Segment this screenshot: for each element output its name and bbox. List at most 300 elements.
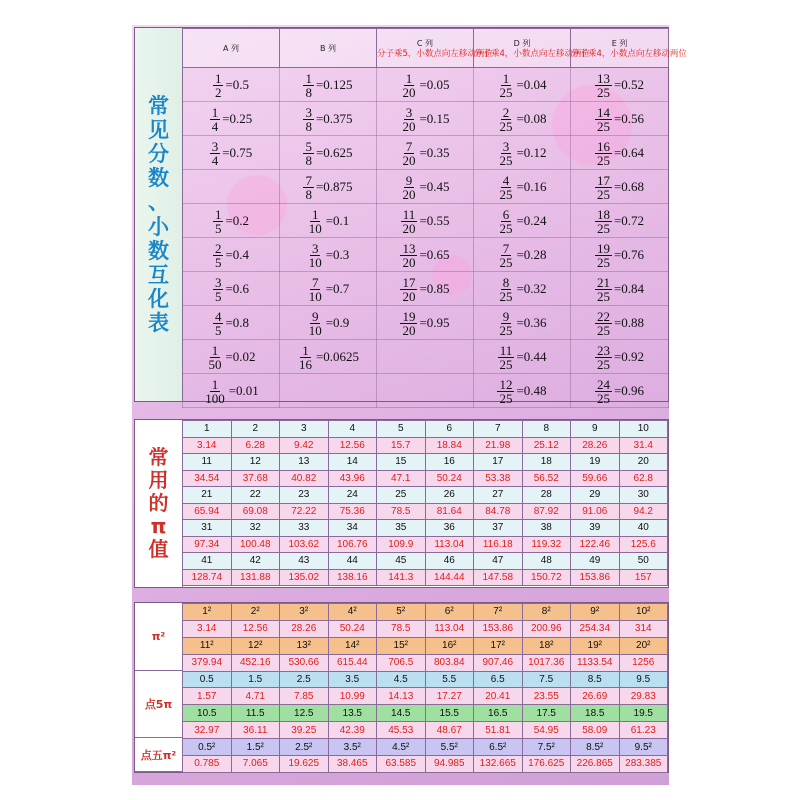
- fraction: [497, 208, 514, 235]
- numerator: 1: [502, 70, 510, 86]
- denominator: 25: [596, 288, 610, 304]
- fraction-equation: [595, 106, 644, 133]
- fraction: [595, 310, 612, 337]
- result-cell: 226.865: [571, 756, 620, 773]
- fraction-equation: [595, 310, 644, 337]
- numerator: 18: [596, 206, 610, 222]
- equals-sign: =: [222, 111, 230, 126]
- equals-sign: =: [613, 383, 622, 398]
- multiplier-cell: 45: [377, 553, 426, 570]
- equals-sign: =: [613, 77, 622, 92]
- denominator: 25: [596, 186, 610, 202]
- result-row: [183, 722, 668, 739]
- fraction-decimal-section: [134, 27, 687, 406]
- fraction: [303, 106, 314, 133]
- fraction: [497, 106, 514, 133]
- fraction: [213, 276, 224, 303]
- fraction-cell: [183, 374, 280, 408]
- product-cell: 91.06: [571, 503, 620, 520]
- denominator: 20: [402, 186, 416, 202]
- fraction-cell: [280, 340, 377, 374]
- fraction-equation: [213, 310, 249, 337]
- numerator: 7: [502, 240, 510, 256]
- equals-sign: =: [225, 315, 233, 330]
- result-cell: 1256: [619, 654, 668, 671]
- result-row: [183, 756, 668, 773]
- fraction-cell: [571, 204, 669, 238]
- base-cell: 3²: [280, 604, 329, 621]
- fraction-equation: [203, 378, 259, 405]
- title-char: 数: [148, 238, 169, 263]
- fraction-cell: [474, 204, 571, 238]
- fraction-equation: [497, 378, 546, 405]
- fraction-cell: [571, 68, 669, 102]
- base-cell: 6.5²: [474, 739, 523, 756]
- equals-sign: =: [516, 77, 524, 92]
- denominator: 20: [402, 254, 416, 270]
- product-cell: 25.12: [522, 437, 571, 454]
- product-cell: 28.26: [571, 437, 620, 454]
- fraction-cell: [280, 238, 377, 272]
- base-cell: 2.5²: [280, 739, 329, 756]
- fraction-cell: [377, 306, 474, 340]
- multiplier-row: [183, 487, 668, 504]
- fraction: [595, 276, 612, 303]
- multiplier-cell: 26: [425, 487, 474, 504]
- base-cell: 10.5: [183, 705, 232, 722]
- product-cell: 50.24: [425, 470, 474, 487]
- fraction-cell: [183, 136, 280, 170]
- equals-sign: =: [613, 315, 622, 330]
- result-cell: 51.81: [474, 722, 523, 739]
- numerator: 19: [402, 308, 416, 324]
- equals-sign: =: [419, 213, 427, 228]
- title-char: 化: [148, 286, 169, 311]
- fraction-cell: [571, 102, 669, 136]
- equals-sign: =: [225, 247, 233, 262]
- multiplier-cell: 36: [425, 520, 474, 537]
- result-cell: 706.5: [377, 654, 426, 671]
- product-cell: 18.84: [425, 437, 474, 454]
- decimal-value: 0.01: [236, 383, 259, 398]
- base-cell: 9²: [571, 604, 620, 621]
- fraction-equation: [297, 344, 359, 371]
- title-char: 分: [148, 142, 169, 167]
- base-cell: 5²: [377, 604, 426, 621]
- fraction: [400, 174, 417, 201]
- decimal-value: 0.84: [621, 281, 645, 296]
- equals-sign: =: [516, 179, 524, 194]
- fraction-equation: [303, 72, 352, 99]
- base-cell: 19²: [571, 637, 620, 654]
- fraction-equation: [595, 72, 644, 99]
- fraction: [210, 106, 221, 133]
- multiplier-cell: 24: [328, 487, 377, 504]
- fraction: [213, 72, 224, 99]
- product-cell: 103.62: [280, 536, 329, 553]
- product-cell: 62.8: [619, 470, 668, 487]
- fraction-equation: [400, 242, 449, 269]
- pi-values-section: [134, 419, 669, 588]
- fraction-cell: [571, 272, 669, 306]
- fraction: [595, 344, 612, 371]
- numerator: 14: [596, 104, 610, 120]
- multiplier-cell: 40: [619, 520, 668, 537]
- product-cell: 65.94: [183, 503, 232, 520]
- equals-sign: =: [419, 179, 427, 194]
- denominator: 5: [214, 254, 222, 270]
- decimal-value: 0.55: [426, 213, 450, 228]
- fraction-equation: [497, 72, 546, 99]
- product-cell: 109.9: [377, 536, 426, 553]
- fraction-equation: [213, 276, 249, 303]
- result-cell: 48.67: [425, 722, 474, 739]
- fraction-cell: [474, 170, 571, 204]
- fraction: [497, 310, 514, 337]
- result-cell: 17.27: [425, 688, 474, 705]
- numerator: 7: [311, 274, 319, 290]
- result-row: [183, 654, 668, 671]
- multiplier-cell: 1: [183, 421, 232, 438]
- base-cell: 3.5²: [328, 739, 377, 756]
- equals-sign: =: [325, 213, 334, 228]
- decimal-value: 0.0625: [323, 349, 360, 364]
- equals-sign: =: [419, 281, 427, 296]
- result-cell: 254.34: [571, 620, 620, 637]
- multiplier-cell: 7: [474, 421, 523, 438]
- product-cell: 97.34: [183, 536, 232, 553]
- fraction-equation: [497, 208, 546, 235]
- denominator: 25: [499, 118, 513, 134]
- decimal-value: 0.9: [333, 315, 350, 330]
- base-row: [183, 637, 668, 654]
- equals-sign: =: [613, 111, 622, 126]
- decimal-value: 0.2: [232, 213, 250, 228]
- decimal-value: 0.6: [232, 281, 250, 296]
- numerator: 6: [502, 206, 510, 222]
- product-cell: 75.36: [328, 503, 377, 520]
- result-row: [183, 620, 668, 637]
- fraction-equation: [595, 208, 644, 235]
- result-cell: 7.85: [280, 688, 329, 705]
- result-cell: 32.97: [183, 722, 232, 739]
- base-cell: 5.5²: [425, 739, 474, 756]
- decimal-value: 0.15: [426, 111, 450, 126]
- base-cell: 18²: [522, 637, 571, 654]
- fraction: [307, 208, 324, 235]
- denominator: 25: [499, 288, 513, 304]
- multiplier-cell: 23: [280, 487, 329, 504]
- decimal-value: 0.16: [523, 179, 547, 194]
- result-cell: 4.71: [231, 688, 280, 705]
- base-cell: 12²: [231, 637, 280, 654]
- multiplier-cell: 16: [425, 454, 474, 471]
- product-cell: 59.66: [571, 470, 620, 487]
- equals-sign: =: [516, 281, 524, 296]
- equals-sign: =: [419, 77, 427, 92]
- column-note: 分子乘5，小数点向左移动两位: [377, 48, 493, 59]
- product-cell: 72.22: [280, 503, 329, 520]
- fraction-cell: [280, 102, 377, 136]
- fraction-equation: [206, 344, 255, 371]
- base-cell: 10²: [619, 604, 668, 621]
- fraction-cell: [377, 170, 474, 204]
- fraction: [307, 310, 324, 337]
- numerator: 13: [402, 240, 416, 256]
- fraction: [400, 140, 417, 167]
- fraction-equation: [497, 344, 546, 371]
- pi-squares-table: [182, 603, 668, 773]
- fraction-equation: [210, 140, 253, 167]
- multiplier-cell: 21: [183, 487, 232, 504]
- numerator: 22: [596, 308, 610, 324]
- equals-sign: =: [225, 213, 233, 228]
- equals-sign: =: [516, 213, 524, 228]
- product-cell: 15.7: [377, 437, 426, 454]
- column-name: B 列: [319, 43, 337, 53]
- result-cell: 10.99: [328, 688, 377, 705]
- product-cell: 69.08: [231, 503, 280, 520]
- fraction-cell: [474, 136, 571, 170]
- multiplier-cell: 25: [377, 487, 426, 504]
- result-cell: 1133.54: [571, 654, 620, 671]
- numerator: 9: [405, 172, 413, 188]
- column-note: 分子乘4，小数点向左移动两位: [571, 48, 687, 59]
- decimal-value: 0.52: [621, 77, 645, 92]
- numerator: 1: [214, 70, 222, 86]
- base-cell: 1²: [183, 604, 232, 621]
- numerator: 3: [502, 138, 510, 154]
- numerator: 17: [402, 274, 416, 290]
- denominator: 100: [205, 390, 225, 406]
- denominator: 20: [402, 322, 416, 338]
- denominator: 25: [596, 220, 610, 236]
- numerator: 1: [305, 70, 312, 86]
- multiplier-cell: 32: [231, 520, 280, 537]
- denominator: 10: [308, 220, 322, 236]
- denominator: 25: [596, 254, 610, 270]
- base-cell: 7.5: [522, 671, 571, 688]
- result-cell: 29.83: [619, 688, 668, 705]
- equals-sign: =: [516, 349, 524, 364]
- decimal-value: 0.08: [523, 111, 547, 126]
- multiplier-row: [183, 553, 668, 570]
- decimal-value: 0.875: [323, 179, 353, 194]
- title-char: 见: [148, 117, 169, 142]
- base-row: [183, 705, 668, 722]
- base-cell: 18.5: [571, 705, 620, 722]
- fraction-equation: [595, 242, 644, 269]
- product-cell: 131.88: [231, 569, 280, 586]
- numerator: 3: [305, 104, 312, 120]
- base-cell: 6²: [425, 604, 474, 621]
- fraction-equation: [595, 140, 644, 167]
- base-cell: 7.5²: [522, 739, 571, 756]
- product-cell: 119.32: [522, 536, 571, 553]
- fraction: [307, 276, 324, 303]
- fraction: [595, 208, 612, 235]
- fraction: [595, 72, 612, 99]
- fraction-equation: [303, 106, 352, 133]
- decimal-value: 0.48: [523, 383, 547, 398]
- denominator: 20: [402, 220, 416, 236]
- numerator: 9: [311, 308, 319, 324]
- multiplier-cell: 27: [474, 487, 523, 504]
- denominator: 25: [499, 84, 513, 100]
- numerator: 3: [214, 274, 222, 290]
- denominator: 5: [214, 322, 222, 338]
- fraction: [595, 140, 612, 167]
- table-row: [183, 272, 669, 306]
- product-cell: 153.86: [571, 569, 620, 586]
- numerator: 9: [502, 308, 510, 324]
- product-cell: 141.3: [377, 569, 426, 586]
- multiplier-cell: 28: [522, 487, 571, 504]
- column-header: [571, 29, 687, 68]
- denominator: 2: [214, 84, 222, 100]
- denominator: 25: [499, 186, 513, 202]
- product-cell: 47.1: [377, 470, 426, 487]
- numerator: 1: [211, 376, 219, 392]
- result-cell: 38.465: [328, 756, 377, 773]
- numerator: 1: [311, 206, 319, 222]
- fraction-equation: [213, 72, 249, 99]
- title-char: 互: [148, 262, 169, 287]
- base-cell: 9.5: [619, 671, 668, 688]
- product-cell: 21.98: [474, 437, 523, 454]
- fraction-equation: [213, 208, 249, 235]
- column-name: A 列: [222, 43, 239, 53]
- base-cell: 1.5²: [231, 739, 280, 756]
- fraction-decimal-table: [182, 28, 687, 408]
- product-cell: 43.96: [328, 470, 377, 487]
- base-cell: 16²: [425, 637, 474, 654]
- fraction-equation: [210, 106, 253, 133]
- denominator: 10: [308, 288, 322, 304]
- decimal-value: 0.125: [323, 77, 353, 92]
- fraction-equation: [497, 140, 546, 167]
- fraction-equation: [595, 276, 644, 303]
- equals-sign: =: [613, 145, 622, 160]
- numerator: 12: [499, 376, 513, 392]
- fraction: [595, 174, 612, 201]
- fraction-cell: [183, 238, 280, 272]
- multiplier-cell: 46: [425, 553, 474, 570]
- fraction-cell: [183, 170, 280, 204]
- multiplier-cell: 13: [280, 454, 329, 471]
- equals-sign: =: [419, 315, 427, 330]
- title-char: 的: [148, 491, 169, 515]
- equals-sign: =: [325, 247, 334, 262]
- decimal-value: 0.72: [621, 213, 645, 228]
- decimal-value: 0.28: [523, 247, 547, 262]
- result-cell: 615.44: [328, 654, 377, 671]
- fraction: [497, 276, 514, 303]
- equals-sign: =: [315, 349, 324, 364]
- multiplier-cell: 39: [571, 520, 620, 537]
- numerator: 5: [305, 138, 312, 154]
- table-row: [183, 136, 669, 170]
- table-row: [183, 340, 669, 374]
- numerator: 3: [211, 138, 219, 154]
- result-cell: 176.625: [522, 756, 571, 773]
- decimal-value: 0.02: [232, 349, 256, 364]
- base-cell: 20²: [619, 637, 668, 654]
- fraction: [303, 72, 314, 99]
- fraction-cell: [571, 170, 669, 204]
- product-cell: 125.6: [619, 536, 668, 553]
- result-cell: 14.13: [377, 688, 426, 705]
- fraction-cell: [377, 102, 474, 136]
- result-cell: 132.665: [474, 756, 523, 773]
- equals-sign: =: [516, 247, 524, 262]
- denominator: 8: [305, 152, 312, 168]
- multiplier-cell: 11: [183, 454, 232, 471]
- denominator: 25: [499, 322, 513, 338]
- fraction-equation: [400, 106, 449, 133]
- base-cell: 19.5: [619, 705, 668, 722]
- product-cell: 81.64: [425, 503, 474, 520]
- denominator: 16: [298, 356, 312, 372]
- title-char: 表: [148, 311, 169, 336]
- multiplier-row: [183, 421, 668, 438]
- base-cell: 4.5: [377, 671, 426, 688]
- fraction-equation: [595, 174, 644, 201]
- numerator: 8: [502, 274, 510, 290]
- denominator: 25: [596, 152, 610, 168]
- multiplier-cell: 31: [183, 520, 232, 537]
- fraction: [497, 344, 514, 371]
- decimal-value: 0.36: [523, 315, 547, 330]
- product-row: [183, 536, 668, 553]
- base-cell: 1.5: [231, 671, 280, 688]
- fraction: [595, 242, 612, 269]
- base-row: [183, 739, 668, 756]
- column-name: C 列: [416, 38, 434, 48]
- fraction-cell: [183, 306, 280, 340]
- fraction: [595, 106, 612, 133]
- base-cell: 4²: [328, 604, 377, 621]
- multiplier-cell: 9: [571, 421, 620, 438]
- fraction: [400, 72, 417, 99]
- base-cell: 7²: [474, 604, 523, 621]
- multiplier-cell: 10: [619, 421, 668, 438]
- fraction-equation: [307, 310, 350, 337]
- fraction-cell: [280, 306, 377, 340]
- decimal-value: 0.92: [621, 349, 645, 364]
- base-cell: 17²: [474, 637, 523, 654]
- denominator: 4: [211, 152, 219, 168]
- multiplier-cell: 8: [522, 421, 571, 438]
- numerator: 1: [214, 206, 222, 222]
- decimal-value: 0.04: [523, 77, 547, 92]
- base-cell: 15.5: [425, 705, 474, 722]
- fraction-cell: [571, 136, 669, 170]
- decimal-value: 0.3: [333, 247, 350, 262]
- denominator: 10: [308, 254, 322, 270]
- fraction: [400, 208, 417, 235]
- result-cell: 530.66: [280, 654, 329, 671]
- equals-sign: =: [325, 281, 334, 296]
- fraction-cell: [571, 238, 669, 272]
- group-label: 点五π²: [135, 738, 183, 772]
- title-char: 用: [148, 468, 169, 492]
- equals-sign: =: [222, 145, 230, 160]
- pi-squares-section: [134, 602, 669, 773]
- multiplier-cell: 50: [619, 553, 668, 570]
- multiplier-cell: 18: [522, 454, 571, 471]
- product-cell: 100.48: [231, 536, 280, 553]
